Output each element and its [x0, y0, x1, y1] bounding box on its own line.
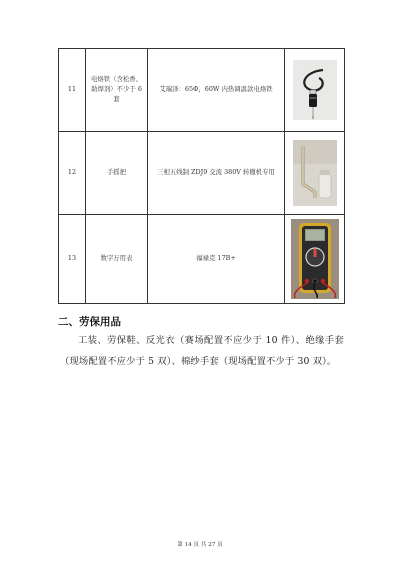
row-number: 13 — [59, 215, 86, 304]
item-spec: 艾瑞泽：65Ф，60W 内热调温款电烙铁 — [148, 49, 285, 132]
item-name: 数字万用表 — [86, 215, 148, 304]
section-body: 工装、劳保鞋、反光衣（赛场配置不应少于 10 件）、绝缘手套（现场配置不应少于 5 双）、棉纱手套（现场配置不少于 30 双）。 — [60, 335, 344, 367]
item-image-soldering-iron — [285, 49, 345, 132]
equipment-table — [58, 48, 345, 304]
table-row — [59, 49, 345, 132]
hand-crank-image — [293, 140, 337, 206]
table-row — [59, 132, 345, 215]
item-image-hand-crank — [285, 132, 345, 215]
row-number: 12 — [59, 132, 86, 215]
row-number: 11 — [59, 49, 86, 132]
item-name: 电烙铁（含松香、助焊剂）不少于 6 套 — [86, 49, 148, 132]
item-spec: 三相五线制 ZDJ9 交流 380V 转辙机专用 — [148, 132, 285, 215]
section-heading: 二、劳保用品 — [58, 316, 121, 328]
item-spec: 福禄克 17B+ — [148, 215, 285, 304]
page-footer: 第 14 页 共 27 页 — [177, 542, 223, 548]
item-name: 手摇把 — [86, 132, 148, 215]
item-image-digital-multimeter — [285, 215, 345, 304]
soldering-iron-image — [293, 60, 337, 120]
table-row — [59, 215, 345, 304]
digital-multimeter-image — [291, 219, 339, 299]
